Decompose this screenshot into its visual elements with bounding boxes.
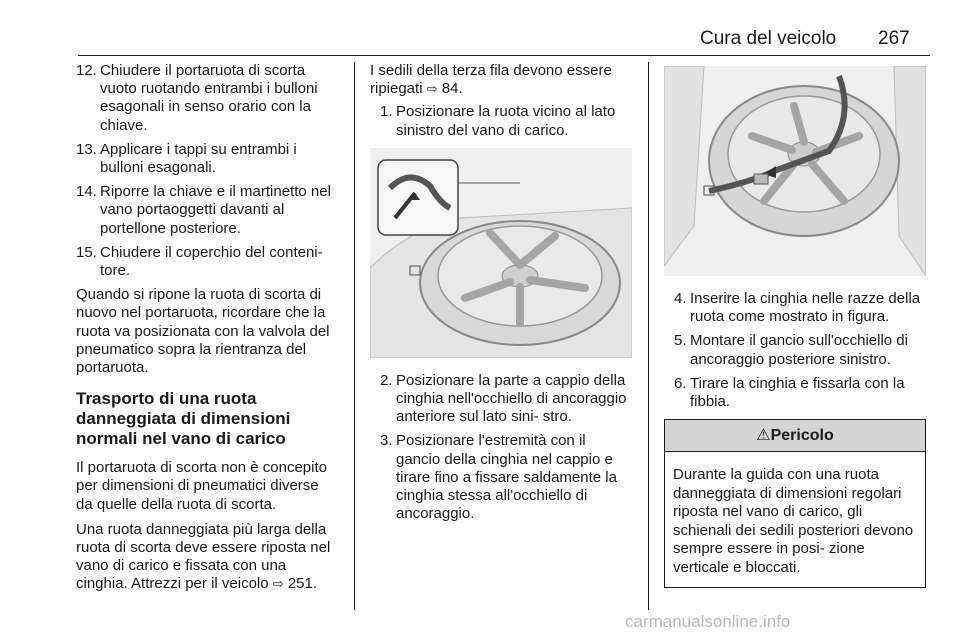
step-number: 2. (380, 371, 393, 389)
step-text: Posizionare la parte a cappio della cinghia nell'occhiello di ancoraggio anteriore sul lato sini- stro. (396, 371, 627, 426)
paragraph-damaged-wheel (76, 521, 338, 595)
list-item (380, 372, 632, 427)
header-rule (78, 55, 930, 56)
list-item (674, 290, 926, 326)
watermark: carmanualsonline.info (625, 612, 791, 631)
wheel-strapped-illustration (664, 66, 926, 276)
strap-through-spokes-illustration (664, 66, 926, 276)
step-number: 15. (76, 243, 97, 261)
steps-list-4-6 (664, 290, 926, 411)
step-text: Riporre la chiave e il martinetto nel vano portaoggetti davanti al portellone posteriore. (100, 183, 331, 237)
warning-triangle-icon: ⚠ (756, 425, 771, 445)
step-text: Chiudere il coperchio del conteni- tore. (100, 243, 323, 280)
step-number: 1. (380, 103, 393, 121)
step-text: Tirare la cinghia e fissarla con la fibbia. (690, 374, 905, 411)
step-text: Applicare i tappi su entrambi i bulloni esagonali. (100, 140, 297, 177)
warning-header (665, 420, 925, 452)
warning-text: Durante la guida con una ruota danneggiata di dimensioni regolari riposta nel vano di carico, gli schienali dei sedili posteriori devono sempre essere in posi- zione verticale e bloccati. (673, 466, 914, 576)
step-text: Posizionare la ruota vicino al lato sinistro del vano di carico. (396, 103, 616, 139)
step-number: 3. (380, 432, 393, 450)
page-reference-link[interactable]: 251. (287, 575, 318, 593)
paragraph-text: Una ruota danneggiata più larga della ruota di scorta deve essere riposta nel vano di carico e fissata con una cinghia. Attrezzi per il veicolo (76, 520, 331, 593)
column-2 (370, 62, 632, 529)
column-divider-left (354, 62, 355, 610)
reference-arrow-icon: ⇨ (272, 577, 284, 593)
step-number: 12. (76, 62, 97, 79)
list-item (380, 432, 632, 523)
paragraph-spare-carrier: Il portaruota di scorta non è concepito per dimensioni di pneumatici diverse da quelle della ruota di scorta. (76, 459, 327, 513)
step-number: 4. (674, 290, 687, 307)
step-text: Montare il gancio sull'occhiello di ancoraggio posteriore sinistro. (690, 332, 908, 368)
danger-warning-box (664, 419, 926, 588)
column-1 (76, 62, 338, 602)
wheel-in-cargo-illustration (370, 148, 632, 358)
list-item (76, 141, 338, 177)
step-number: 14. (76, 183, 97, 201)
reference-arrow-icon: ⇨ (426, 82, 438, 98)
list-item (76, 62, 338, 135)
section-heading: Trasporto di una ruota danneggiata di dimensioni normali nel vano di carico (76, 389, 291, 449)
step-text: Chiudere il portaruota di scorta vuoto ruotando entrambi i bulloni esagonali in senso orario con la chiave. (100, 62, 318, 134)
step-text: Posizionare l'estremità con il gancio della cinghia nel cappio e tirare fino a fissare saldamente la cinghia stessa all'occhiello di ancoraggio. (396, 432, 617, 523)
spare-wheel-note: Quando si ripone la ruota di scorta di nuovo nel portaruota, ricordare che la ruota va posizionata con la valvola del pneumatico sopra la rientranza del portaruota. (76, 286, 330, 377)
list-item (674, 375, 926, 411)
step-number: 13. (76, 140, 97, 158)
warning-title: Pericolo (770, 427, 834, 445)
page-header-title: Cura del veicolo (700, 28, 837, 49)
list-item (76, 244, 338, 280)
list-item (76, 183, 338, 238)
list-item (674, 332, 926, 368)
steps-list-2-3 (370, 372, 632, 524)
page-reference-link[interactable]: 84. (441, 80, 463, 98)
column-divider-right (648, 62, 649, 610)
intro-paragraph (370, 62, 632, 99)
step-number: 5. (674, 332, 687, 350)
step-number: 6. (674, 374, 687, 392)
intro-text: I sedili della terza fila devono essere ripiegati (370, 62, 612, 98)
steps-list-12-15 (76, 62, 338, 280)
spare-wheel-strap-illustration (370, 148, 632, 358)
steps-list-1 (370, 103, 632, 139)
step-text: Inserire la cinghia nelle razze della ruota come mostrato in figura. (690, 290, 921, 326)
list-item (380, 103, 632, 139)
page-number: 267 (878, 28, 910, 49)
column-3 (664, 62, 926, 588)
